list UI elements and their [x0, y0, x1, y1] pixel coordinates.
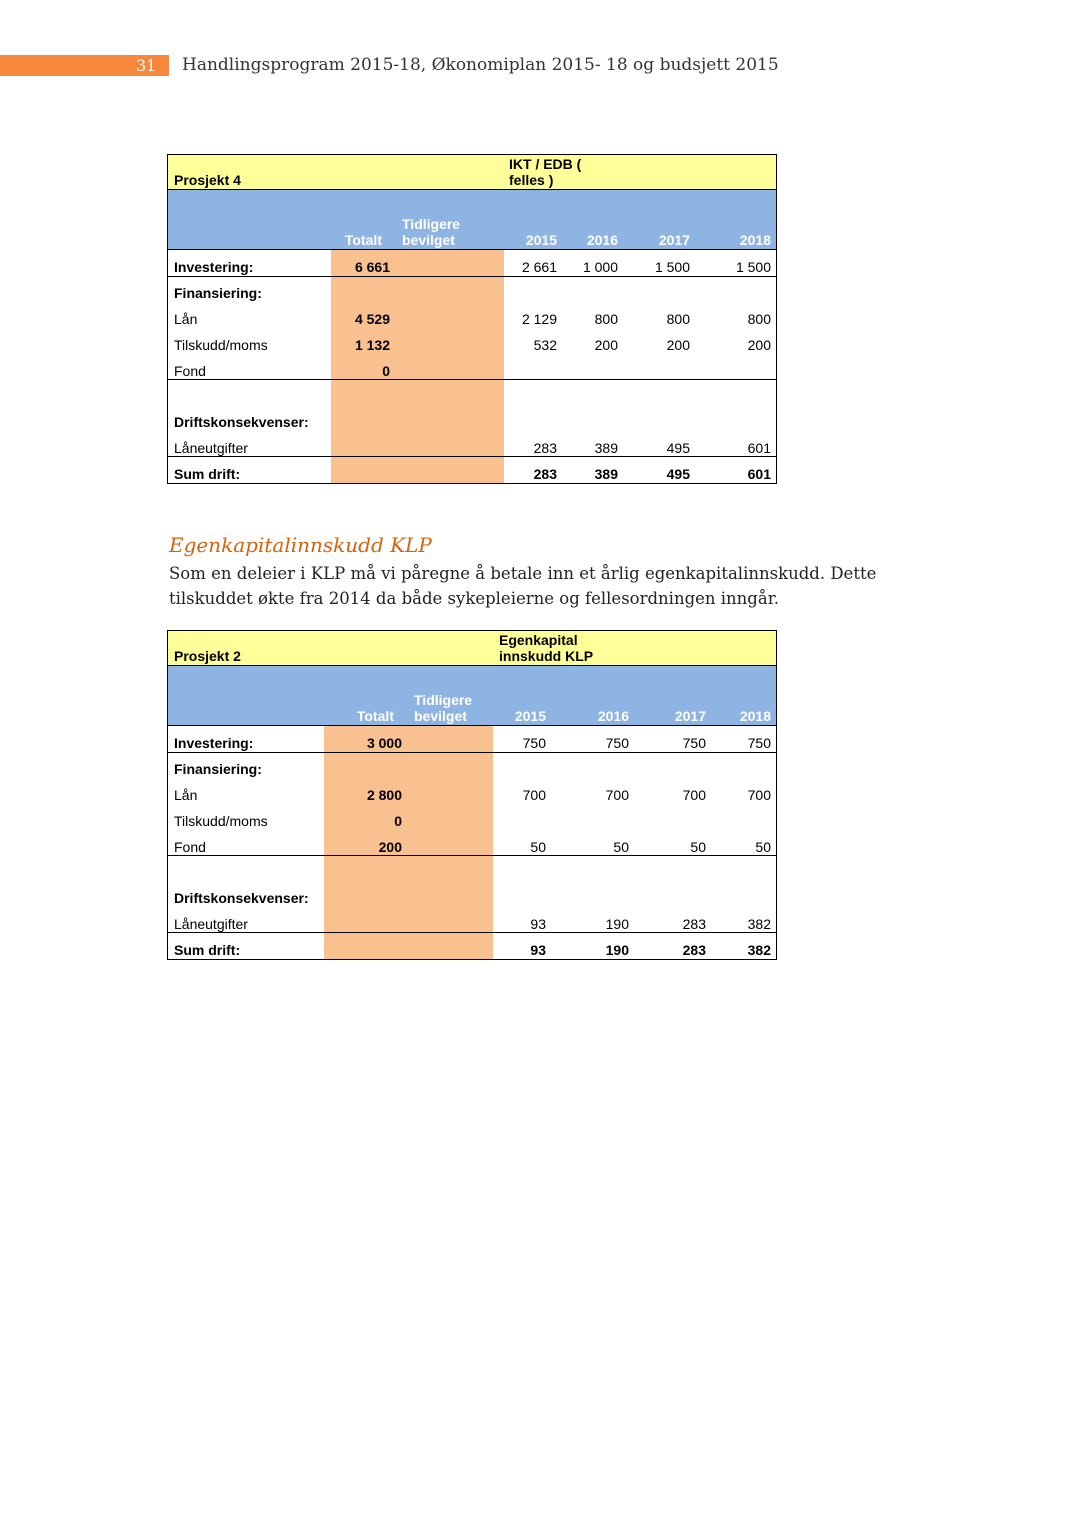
row-totalt: 0 — [382, 363, 390, 379]
row-year-value: 601 — [747, 440, 771, 456]
col-header-tidligere: Tidligere — [414, 692, 473, 708]
row-totalt: 200 — [378, 839, 402, 855]
row-label: Finansiering: — [174, 761, 262, 777]
totalt-column-shade — [324, 726, 493, 959]
col-header-year: 2016 — [597, 708, 629, 724]
row-label: Sum drift: — [174, 466, 241, 482]
row-year-value: 700 — [682, 787, 706, 803]
row-year-value: 495 — [666, 466, 690, 482]
row-label: Investering: — [174, 259, 254, 275]
row-year-value: 750 — [605, 735, 629, 751]
col-header-year: 2018 — [739, 708, 771, 724]
row-year-value: 700 — [747, 787, 771, 803]
row-year-value: 382 — [747, 942, 771, 958]
project-name-line1: IKT / EDB ( — [509, 156, 582, 172]
row-totalt: 6 661 — [354, 259, 390, 275]
totalt-column-shade — [331, 250, 504, 483]
row-year-value: 200 — [666, 337, 690, 353]
project-name-line1: Egenkapital — [499, 632, 578, 648]
col-header-year: 2015 — [514, 708, 546, 724]
row-year-value: 50 — [613, 839, 629, 855]
row-label: Tilskudd/moms — [174, 337, 268, 353]
row-divider — [168, 276, 776, 277]
row-year-value: 2 661 — [521, 259, 557, 275]
row-year-value: 389 — [594, 440, 618, 456]
row-year-value: 50 — [755, 839, 771, 855]
col-header-year: 2017 — [658, 232, 690, 248]
col-header-bevilget: bevilget — [414, 708, 467, 724]
row-label: Lån — [174, 311, 198, 327]
row-year-value: 800 — [747, 311, 771, 327]
col-header-totalt: Totalt — [344, 232, 382, 248]
col-header-year: 2015 — [525, 232, 557, 248]
col-header-year: 2017 — [674, 708, 706, 724]
row-totalt: 2 800 — [366, 787, 402, 803]
row-year-value: 495 — [666, 440, 690, 456]
row-year-value: 750 — [522, 735, 546, 751]
row-year-value: 800 — [666, 311, 690, 327]
row-year-value: 50 — [690, 839, 706, 855]
row-divider — [168, 932, 776, 933]
row-year-value: 800 — [594, 311, 618, 327]
row-divider — [168, 379, 776, 380]
col-header-year: 2016 — [586, 232, 618, 248]
row-year-value: 200 — [747, 337, 771, 353]
row-year-value: 93 — [530, 942, 546, 958]
row-totalt: 0 — [394, 813, 402, 829]
project-table-klp — [167, 630, 777, 960]
row-label: Lån — [174, 787, 198, 803]
row-year-value: 382 — [747, 916, 771, 932]
col-header-tidligere: Tidligere — [402, 216, 461, 232]
row-totalt: 1 132 — [354, 337, 390, 353]
row-divider — [168, 752, 776, 753]
col-header-totalt: Totalt — [356, 708, 394, 724]
row-year-value: 1 000 — [582, 259, 618, 275]
project-name-line2: innskudd KLP — [499, 648, 594, 664]
row-label: Finansiering: — [174, 285, 262, 301]
row-year-value: 532 — [533, 337, 557, 353]
project-name-line2: felles ) — [509, 172, 554, 188]
row-year-value: 283 — [533, 440, 557, 456]
row-year-value: 601 — [747, 466, 771, 482]
row-year-value: 700 — [522, 787, 546, 803]
row-totalt: 3 000 — [366, 735, 402, 751]
row-year-value: 700 — [605, 787, 629, 803]
col-header-year: 2018 — [739, 232, 771, 248]
project-table-ikt — [167, 154, 777, 484]
row-divider — [168, 456, 776, 457]
running-header-title: Handlingsprogram 2015-18, Økonomiplan 2015- 18 og budsjett 2015 — [182, 55, 779, 75]
title-band — [168, 631, 776, 666]
section-heading: Egenkapitalinnskudd KLP — [169, 533, 432, 557]
row-label: Sum drift: — [174, 942, 241, 958]
row-year-value: 2 129 — [521, 311, 557, 327]
row-year-value: 389 — [594, 466, 618, 482]
row-label: Investering: — [174, 735, 254, 751]
row-year-value: 283 — [533, 466, 557, 482]
project-label: Prosjekt 2 — [174, 648, 241, 664]
row-year-value: 190 — [605, 942, 629, 958]
row-divider — [168, 855, 776, 856]
row-label: Driftskonsekvenser: — [174, 890, 309, 906]
row-label: Fond — [174, 363, 206, 379]
row-label: Låneutgifter — [174, 916, 248, 932]
title-band — [168, 155, 776, 190]
project-label: Prosjekt 4 — [174, 172, 241, 188]
row-label: Fond — [174, 839, 206, 855]
row-year-value: 190 — [605, 916, 629, 932]
row-year-value: 1 500 — [654, 259, 690, 275]
row-totalt: 4 529 — [354, 311, 390, 327]
row-year-value: 50 — [530, 839, 546, 855]
row-label: Driftskonsekvenser: — [174, 414, 309, 430]
row-year-value: 93 — [530, 916, 546, 932]
row-label: Tilskudd/moms — [174, 813, 268, 829]
row-year-value: 283 — [682, 942, 706, 958]
row-label: Låneutgifter — [174, 440, 248, 456]
row-year-value: 750 — [682, 735, 706, 751]
row-year-value: 200 — [594, 337, 618, 353]
row-year-value: 283 — [682, 916, 706, 932]
page-number: 31 — [136, 56, 157, 75]
section-paragraph: Som en deleier i KLP må vi påregne å betale inn et årlig egenkapitalinnskudd. Dette tilskuddet økte fra 2014 da både sykepleierne og fellesordningen inngår. — [169, 564, 877, 608]
col-header-bevilget: bevilget — [402, 232, 455, 248]
row-year-value: 750 — [747, 735, 771, 751]
row-year-value: 1 500 — [735, 259, 771, 275]
